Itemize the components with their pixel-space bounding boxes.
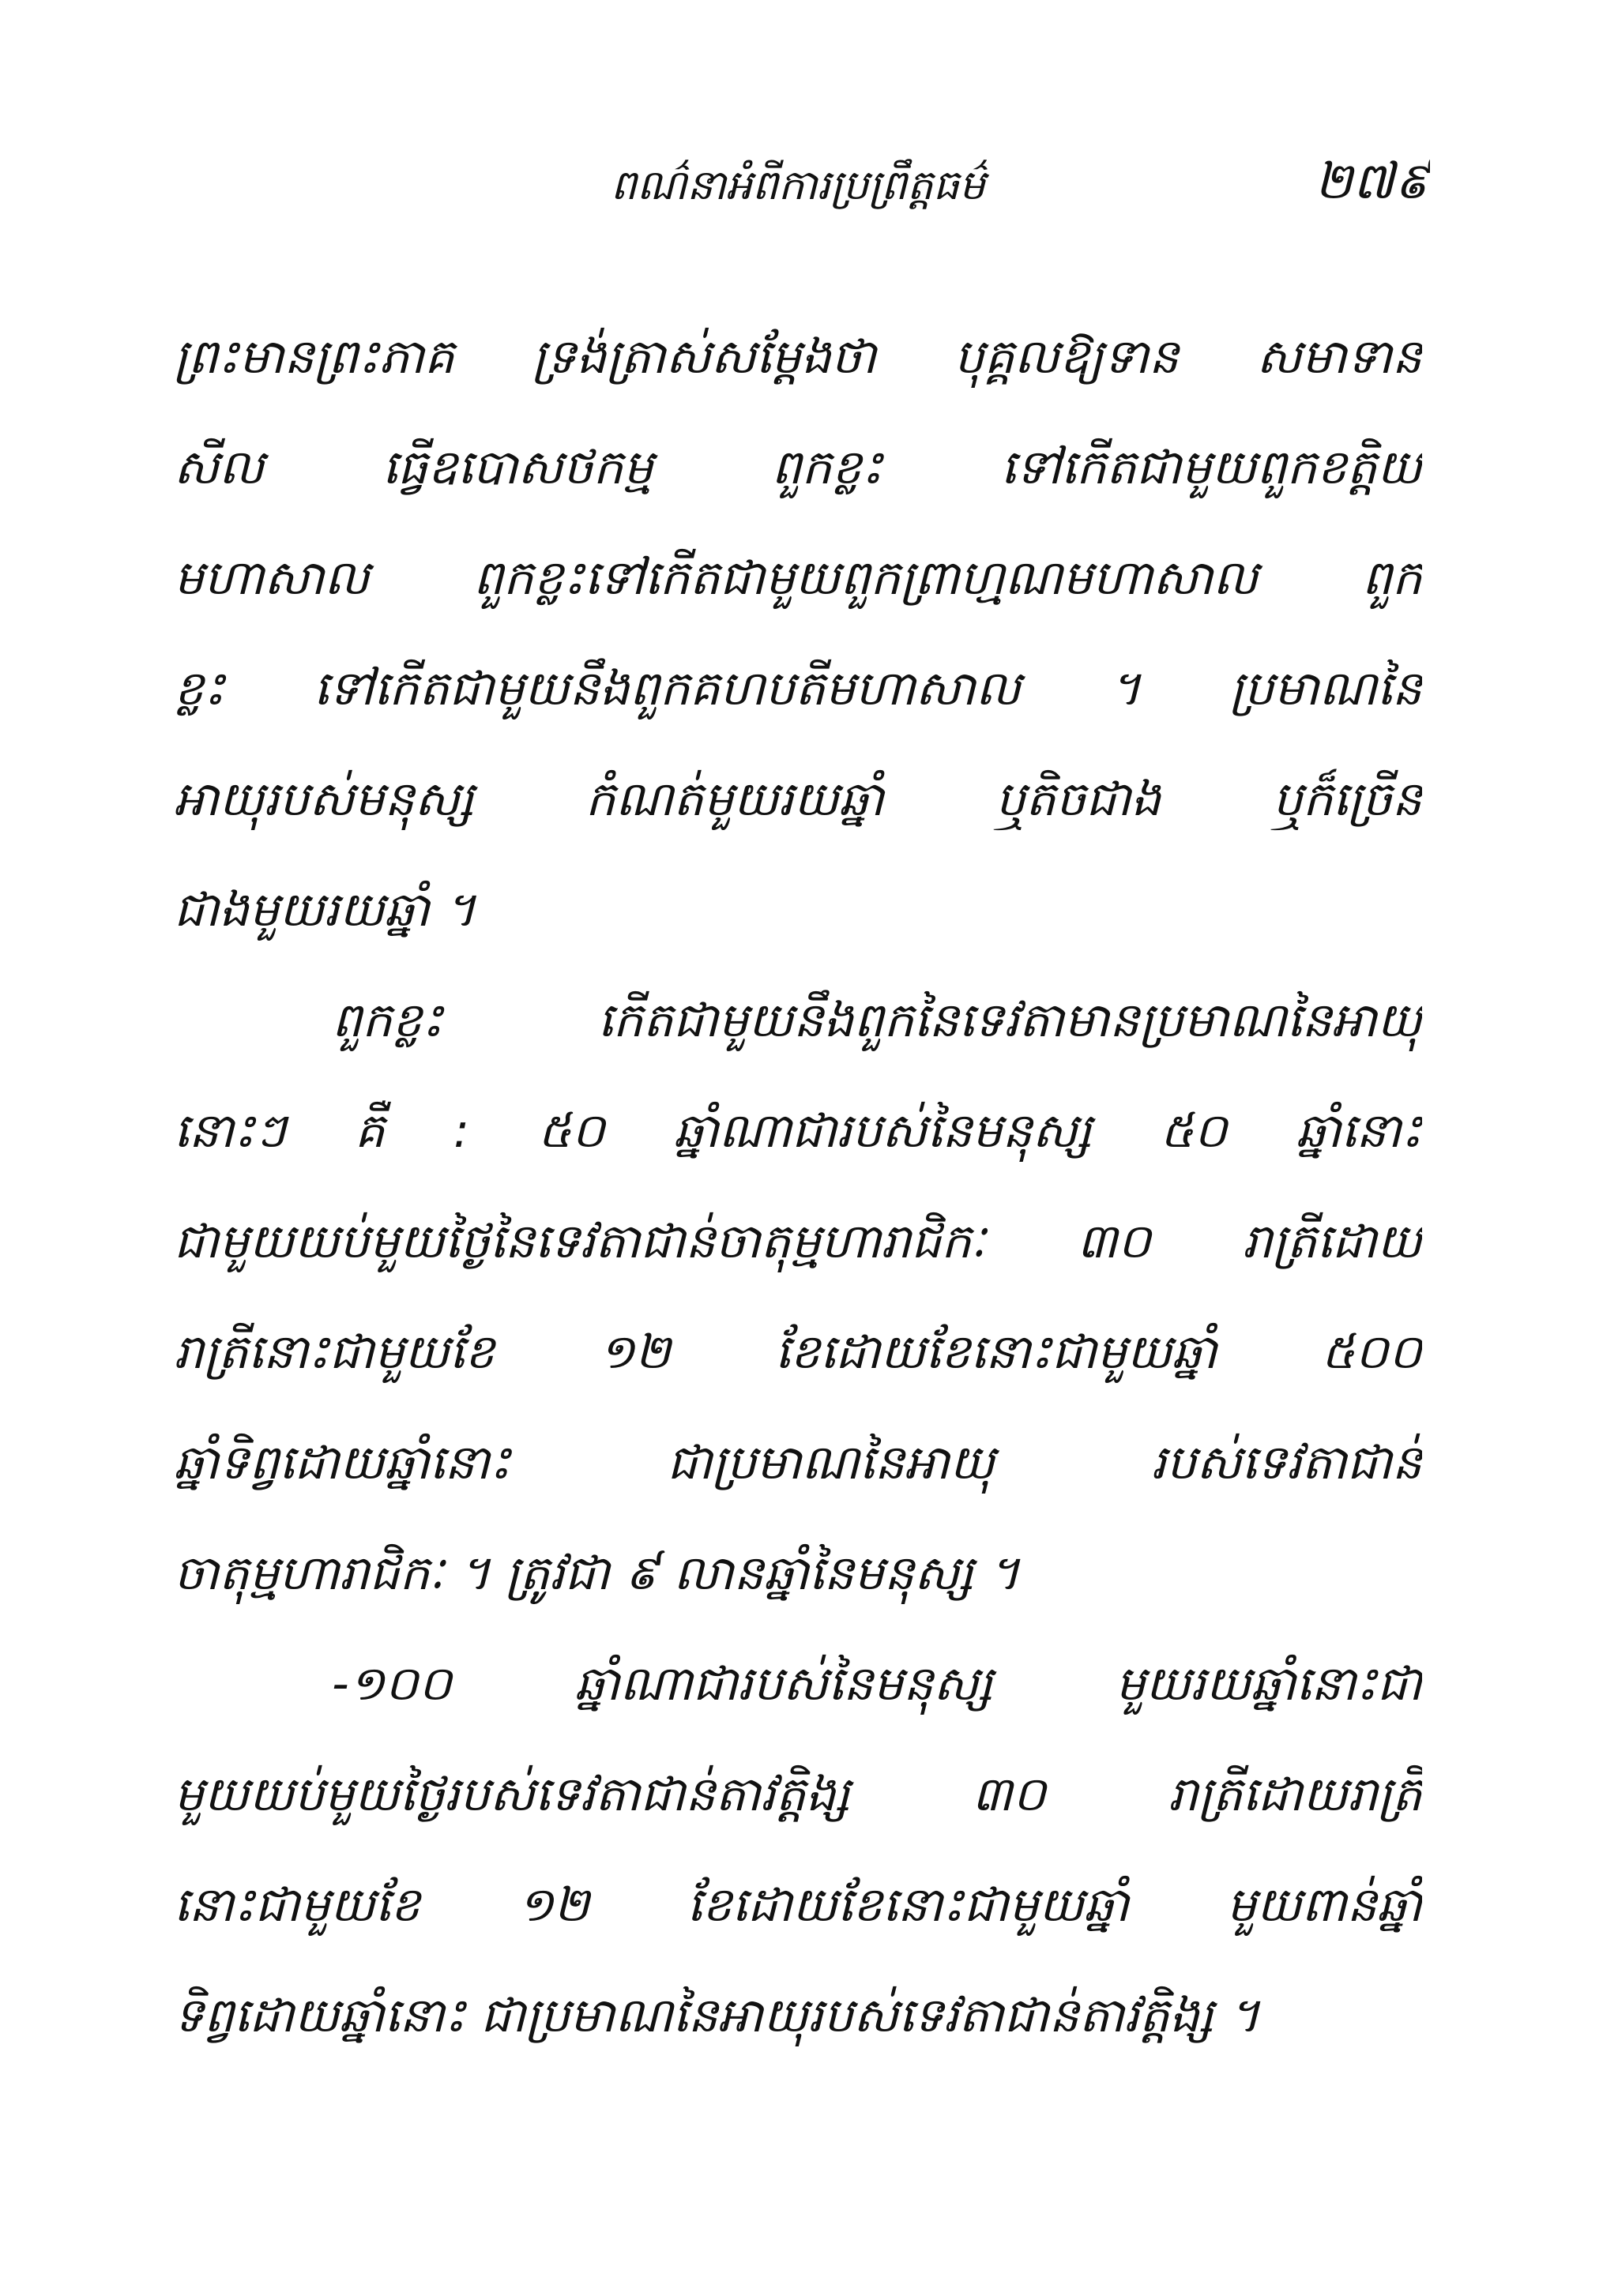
body-text [174, 302, 1422, 2087]
text-line: ជាងមួយរយឆ្នាំ ។ [174, 882, 476, 938]
text-line: ទិព្វដោយឆ្នាំនោះ ជាប្រមាណនៃអាយុរបស់ទេវតាជាន់តាវត្តិង្ស ។ [174, 1988, 1260, 2043]
text-line: មួយយប់មួយថ្ងៃរបស់ទេវតាជាន់តាវត្តិង្ស ៣០ រាត្រីដោយរាត្រី [174, 1767, 1422, 1822]
text-line: នោះៗ គឺ : ៥០ ឆ្នាំណាជារបស់នៃមនុស្ស ៥០ ឆ្នាំនោះ [174, 1103, 1422, 1159]
paragraph-3 [174, 1629, 1422, 2071]
text-line: -១០០ ឆ្នាំណាជារបស់នៃមនុស្ស មួយរយឆ្នាំនោះជា [332, 1656, 1422, 1712]
text-line: សីល ធ្វើឧបោសថកម្ម ពួកខ្លះ ទៅកើតជាមួយពួកខត្តិយ [174, 440, 1422, 495]
text-line: ពួកខ្លះ កើតជាមួយនឹងពួកនៃទេវតាមានប្រមាណនៃអាយុ [332, 993, 1422, 1048]
text-line: ជាមួយយប់មួយថ្ងៃនៃទេវតាជាន់ចាតុម្មហារាជិកៈ ៣០ រាត្រីដោយ [174, 1214, 1422, 1269]
paragraph-2 [174, 965, 1422, 1629]
text-line: ចាតុម្មហារាជិកៈ ។ ត្រូវជា ៩ លានឆ្នាំនៃមនុស្ស ។ [174, 1546, 1020, 1601]
text-line: ព្រះមានព្រះភាគ ទ្រង់ត្រាស់សម្តែងថា បុគ្គលឱ្យទាន សមាទាន [174, 329, 1422, 385]
text-line: មហាសាល ពួកខ្លះទៅកើតជាមួយពួកព្រាហ្មណមហាសាល ពួក [174, 551, 1422, 606]
running-header-title: ពណ៌នាអំពីការប្រព្រឹត្តធម៌ [610, 162, 986, 209]
text-line: រាត្រីនោះជាមួយខែ ១២ ខែដោយខែនោះជាមួយឆ្នាំ ៥០០ [174, 1325, 1422, 1380]
text-line: នោះជាមួយខែ ១២ ខែដោយខែនោះជាមួយឆ្នាំ មួយពាន់ឆ្នាំ [174, 1877, 1422, 1933]
page-number: ២៧៩ [1314, 152, 1430, 211]
text-line: ខ្លះ ទៅកើតជាមួយនឹងពួកគហបតីមហាសាល ។ ប្រមាណនៃ [174, 661, 1422, 716]
paragraph-1 [174, 302, 1422, 965]
text-line: អាយុរបស់មនុស្ស កំណត់មួយរយឆ្នាំ ឬតិចជាង ឬក៏ច្រើន [174, 772, 1422, 827]
text-line: ឆ្នាំទិព្វដោយឆ្នាំនោះ ជាប្រមាណនៃអាយុ របស់ទេវតាជាន់ [174, 1435, 1422, 1490]
